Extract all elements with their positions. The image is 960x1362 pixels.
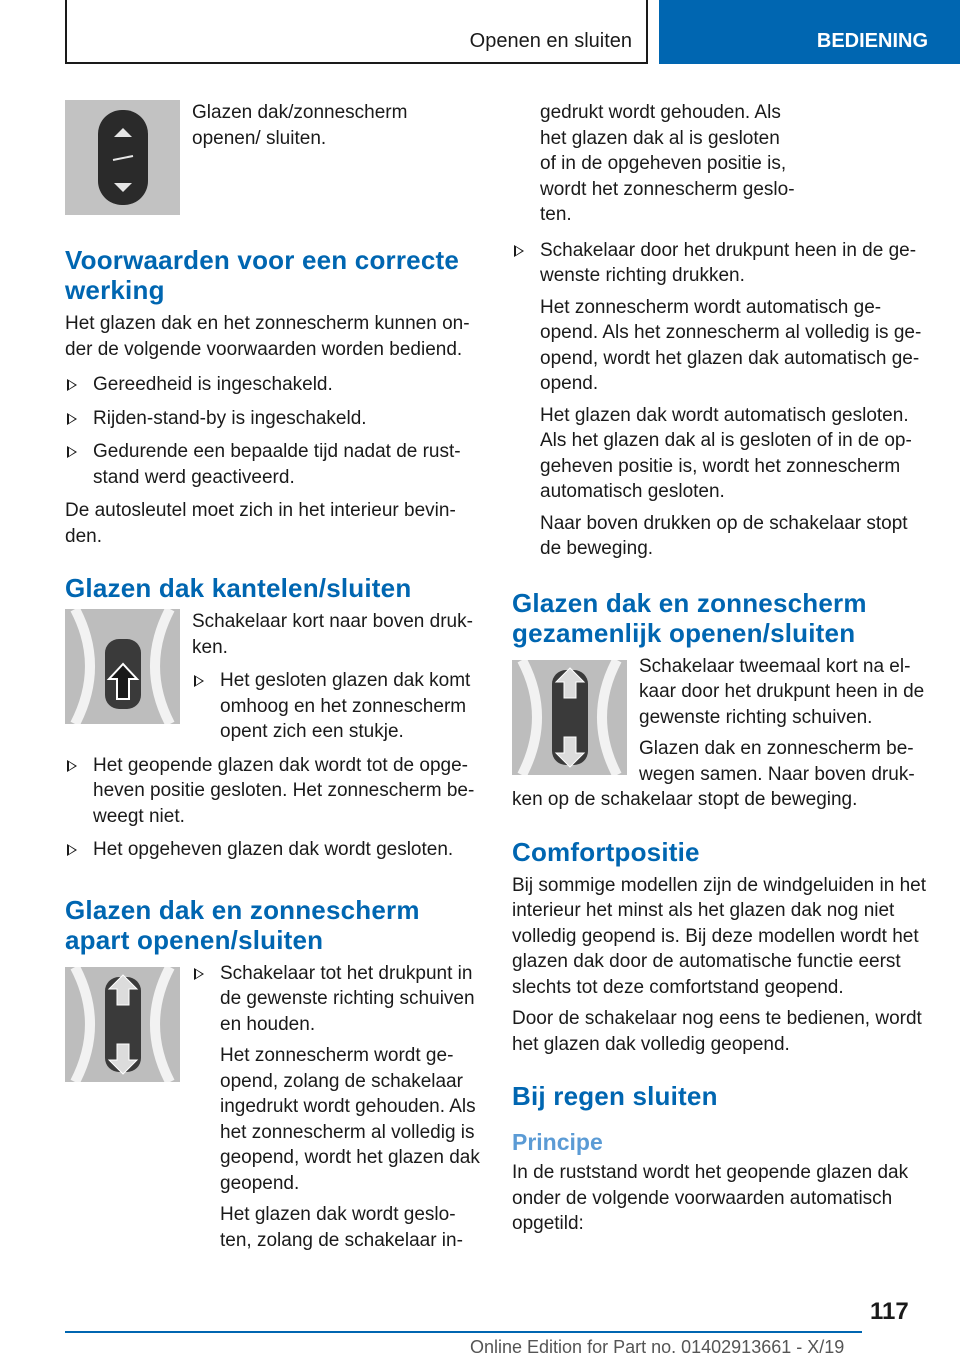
edition-text: Online Edition for Part no. 01402913661 - X/19 [470,1337,845,1357]
left-column [65,100,480,1261]
apart-text-1: Het zonnescherm wordt geopend, zolang de schakelaar ingedrukt wordt gehouden. Als het zonnescherm al volledig is geopend, wordt het glazen dak geopend. [220,1045,480,1194]
apart-text-2: Het glazen dak wordt gesloten, zolang de schakelaar in- [220,1204,463,1251]
page-header [65,0,960,64]
continuation-text: gedrukt wordt gehouden. Als het glazen dak al is gesloten of in de opgeheven positie is, wordt het zonnescherm gesloten. [540,102,795,225]
heading-kantelen: Glazen dak kantelen/sluiten [65,573,412,603]
subheading-principe: Principe [512,1129,603,1155]
bullet-triangle-icon [67,760,77,772]
footer-divider [65,1331,862,1333]
switch-slide-image [65,967,180,1082]
gezamenlijk-text-2: Glazen dak en zonnescherm bewegen samen. Naar boven drukken op de schakelaar stopt de beweging. [512,738,915,810]
automatic-list [512,238,932,562]
list-item: Rijden-stand-by is ingeschakeld. [65,406,480,432]
apart-list [192,961,480,1254]
list-item: Het geopende glazen dak wordt tot de opgeheven positie gesloten. Het zonnescherm beweegt niet. [65,753,480,830]
heading-regen: Bij regen sluiten [512,1081,718,1111]
heading-voorwaarden: Voorwaarden voor een correcte werking [65,245,460,305]
bullet-triangle-icon [194,675,204,687]
autosleutel-text: De autosleutel moet zich in het interieur bevinden. [65,500,456,547]
intro-text: Glazen dak/zonnescherm openen/ sluiten. [192,102,408,149]
kantelen-text: Schakelaar kort naar boven drukken. [192,611,473,658]
list-item: Schakelaar door het drukpunt heen in de gewenste richting drukken. Het zonnescherm wordt automatisch geopend. Als het zonnescherm al volledig is geopend, wordt het glazen dak automatisch geopend. Het glazen dak wordt automatisch gesloten. Als het glazen dak al is gesloten of in de opgeheven positie is, wordt het zonnescherm automatisch gesloten. Naar boven drukken op de schakelaar stopt de beweging. [512,238,932,562]
list-item: Schakelaar tot het drukpunt in de gewenste richting schuiven en houden. Het zonnescherm wordt geopend, zolang de schakelaar ingedrukt wordt gehouden. Als het zonnescherm al volledig is geopend, wordt het glazen dak geopend. Het glazen dak wordt gesloten, zolang de schakelaar in- [192,961,480,1254]
voorwaarden-list [65,372,480,490]
bullet-triangle-icon [514,245,524,257]
principe-text: In de ruststand wordt het geopende glazen dak onder de volgende voorwaarden automatisch opgetild: [512,1162,909,1234]
automatic-text-1: Het zonnescherm wordt automatisch geopend. Als het zonnescherm al volledig is geopend, wordt het glazen dak automatisch geopend. [540,296,922,394]
bullet-triangle-icon [67,379,77,391]
switch-tilt-image [65,609,180,724]
bullet-triangle-icon [194,968,204,980]
switch-image [65,100,180,215]
heading-comfortpositie: Comfortpositie [512,836,700,867]
bullet-triangle-icon [67,413,77,425]
automatic-text-2: Het glazen dak wordt automatisch gesloten. Als het glazen dak al is gesloten of in de opgeheven positie is, wordt het zonnescherm automatisch gesloten. [540,404,912,502]
right-column [512,100,932,1237]
bullet-triangle-icon [67,446,77,458]
bullet-triangle-icon [67,844,77,856]
list-item: Het opgeheven glazen dak wordt gesloten. [65,837,480,863]
switch-double-image [512,660,627,775]
comfort-text-2: Door de schakelaar nog eens te bedienen, wordt het glazen dak volledig geopend. [512,1008,922,1055]
page-number: 117 [870,1298,909,1325]
chapter-tab[interactable]: BEDIENING [659,0,960,64]
list-item: Het gesloten glazen dak komt omhoog en het zonnescherm opent zich een stukje. [192,668,480,745]
list-item: Gereedheid is ingeschakeld. [65,372,480,398]
section-title: Openen en sluiten [65,0,648,64]
heading-gezamenlijk: Glazen dak en zonnescherm gezamenlijk openen/sluiten [512,587,867,648]
gezamenlijk-text-1: Schakelaar tweemaal kort na elkaar door het drukpunt heen in de gewenste richting schuiven. [639,655,925,728]
voorwaarden-text: Het glazen dak en het zonnescherm kunnen onder de volgende voorwaarden worden bediend. [65,313,470,360]
automatic-text-3: Naar boven drukken op de schakelaar stopt de beweging. [540,512,908,559]
list-item: Gedurende een bepaalde tijd nadat de ruststand werd geactiveerd. [65,439,480,490]
comfort-text-1: Bij sommige modellen zijn de windgeluiden in het interieur het minst als het glazen dak nog niet volledig geopend is. Bij deze modellen wordt het glazen dak door de automatische functie eerst slechts tot deze comfortstand geopend. [512,874,927,998]
heading-apart: Glazen dak en zonnescherm apart openen/sluiten [65,894,420,955]
